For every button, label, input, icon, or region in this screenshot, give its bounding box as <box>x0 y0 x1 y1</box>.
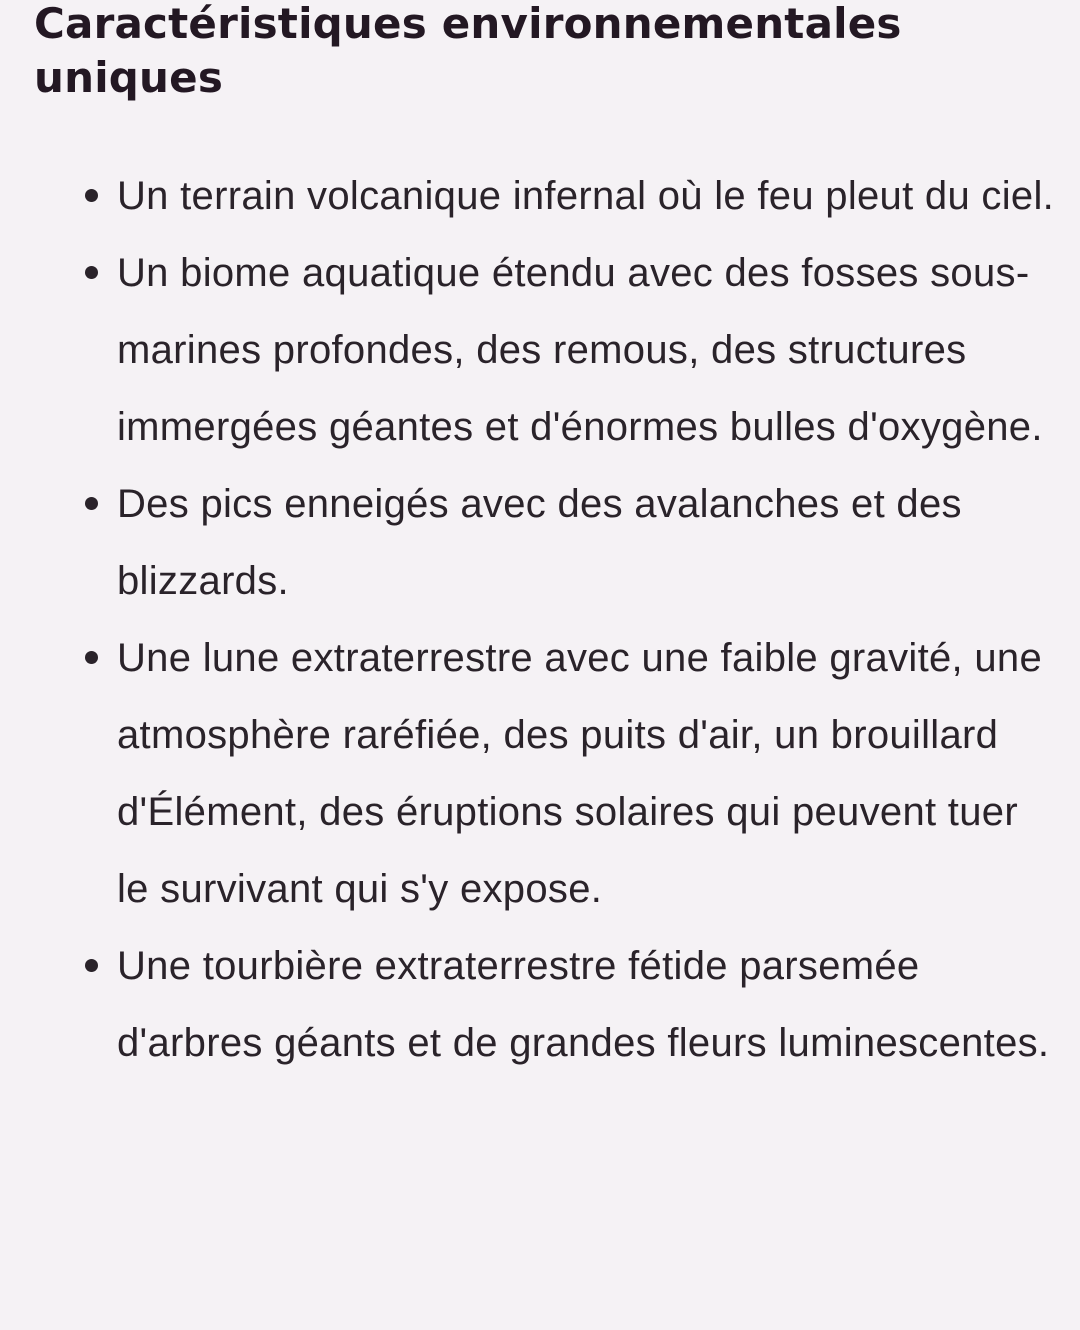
bullet-icon <box>85 959 98 972</box>
list-item <box>82 158 1060 235</box>
bullet-icon <box>85 189 98 202</box>
feature-list <box>82 158 1060 1082</box>
section-heading: Caractéristiques environnementales uniques <box>34 0 902 102</box>
list-item-text: Un biome aquatique étendu avec des fosses sous-marines profondes, des remous, des structures immergées géantes et d'énormes bulles d'oxygène. <box>117 251 1043 449</box>
bullet-icon <box>85 497 98 510</box>
list-item-text: Un terrain volcanique infernal où le feu pleut du ciel. <box>117 174 1055 218</box>
bullet-icon <box>85 266 98 279</box>
list-item-text: Une tourbière extraterrestre fétide parsemée d'arbres géants et de grandes fleurs luminescentes. <box>117 944 1050 1065</box>
list-item-text: Des pics enneigés avec des avalanches et des blizzards. <box>117 482 962 603</box>
list-item <box>82 235 1060 466</box>
bullet-icon <box>85 651 98 664</box>
list-item <box>82 620 1060 928</box>
list-item <box>82 466 1060 620</box>
list-item-text: Une lune extraterrestre avec une faible gravité, une atmosphère raréfiée, des puits d'air, un brouillard d'Élément, des éruptions solaires qui peuvent tuer le survivant qui s'y expose. <box>117 636 1043 911</box>
list-item <box>82 928 1060 1082</box>
